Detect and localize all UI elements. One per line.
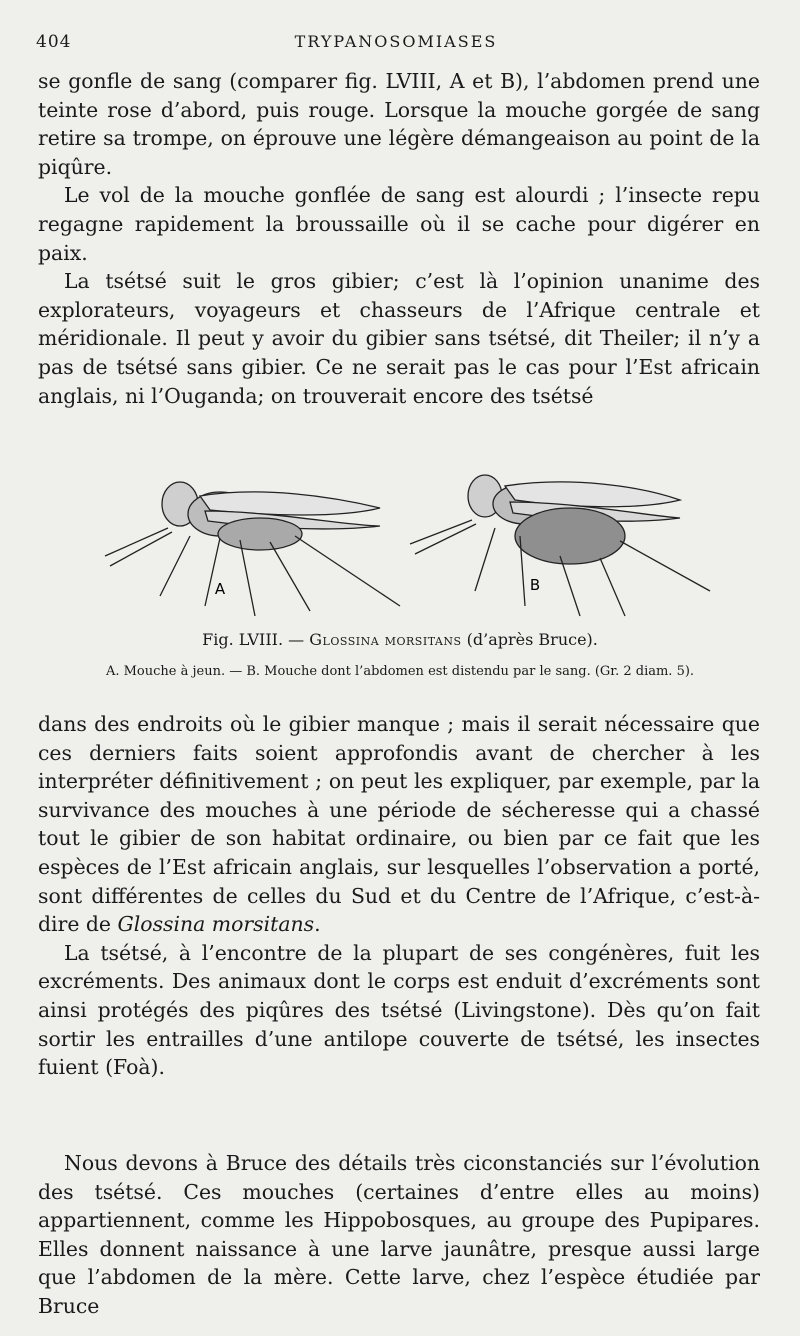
text-block-bottom <box>38 1149 760 1321</box>
continuation-end: . <box>314 912 321 937</box>
page-header <box>36 32 756 60</box>
running-title: TRYPANOSOMIASES <box>294 32 498 51</box>
paragraph: La tsétsé, à l’encontre de la plupart de ses congénères, fuit les excréments. Des animaux dont le corps est enduit d’excréments sont ainsi protégés des piqûres des tsétsé (Livingstone). Dès qu’on fait sortir les entrailles d’une antilope couverte de tsétsé, les insectes fuient (Foà). <box>38 940 760 1080</box>
species-name-italic: Glossina morsitans <box>117 912 315 937</box>
figure-subcaption: A. Mouche à jeun. — B. Mouche dont l’abdomen est distendu par le sang. (Gr. 2 diam. 5). <box>105 664 695 679</box>
continuation-text: dans des endroits où le gibier manque ; mais il serait nécessaire que ces derniers faits soient approfondis avant de chercher à les interpréter définitivement ; on peut les expliquer, par exemple, par la survivance des mouches à une période de sécheresse qui a chassé tout le gibier de son habitat ordinaire, ou bien par ce fait que les espèces de l’Est africain anglais, sur lesquelles l’observation a porté, sont différentes de celles du Sud et du Centre de l’Afrique, c’est-à-dire de <box>38 712 760 937</box>
paragraph-continuation <box>38 710 760 939</box>
paragraph: Nous devons à Bruce des détails très ciconstanciés sur l’évolution des tsétsé. Ces mouches (certaines d’entre elles au moins) appartiennent, comme les Hippobosques, au groupe des Pupipares. Elles donnent naissance à une larve jaunâtre, presque aussi large que l’abdomen de la mère. Cette larve, chez l’espèce étudiée par Bruce <box>38 1151 760 1318</box>
page-number: 404 <box>36 32 72 52</box>
paragraph: se gonfle de sang (comparer fig. LVIII, A et B), l’abdomen prend une teinte rose d’abord, puis rouge. Lorsque la mouche gorgée de sang retire sa trompe, on éprouve une légère démangeaison au point de la piqûre. <box>38 69 760 179</box>
fly-b-drawing <box>410 475 710 616</box>
paragraph: Le vol de la mouche gonflée de sang est alourdi ; l’insecte repu regagne rapidement la broussaille où il se cache pour digérer en paix. <box>38 183 760 265</box>
paragraph: La tsétsé suit le gros gibier; c’est là l’opinion unanime des explorateurs, voyageurs et chasseurs de l’Afrique centrale et méridionale. Il peut y avoir du gibier sans tsétsé, dit Theiler; il n’y a pas de tsétsé sans gibier. Ce ne serait pas le cas pour l’Est africain anglais, ni l’Ouganda; on trouverait encore des tsétsé <box>38 269 760 408</box>
caption-species: Glossina morsitans <box>309 630 462 649</box>
fly-b-label: B <box>529 576 541 594</box>
caption-prefix: Fig. LVIII. — <box>202 630 305 649</box>
text-block-top <box>38 67 760 410</box>
text-block-middle <box>38 710 760 1082</box>
fly-a-drawing <box>105 482 400 616</box>
figure-caption <box>40 630 760 649</box>
caption-suffix: (d’après Bruce). <box>466 630 598 649</box>
fly-a-label: A <box>214 580 226 598</box>
fly-illustrations <box>80 466 740 626</box>
figure-glossina <box>80 466 740 626</box>
